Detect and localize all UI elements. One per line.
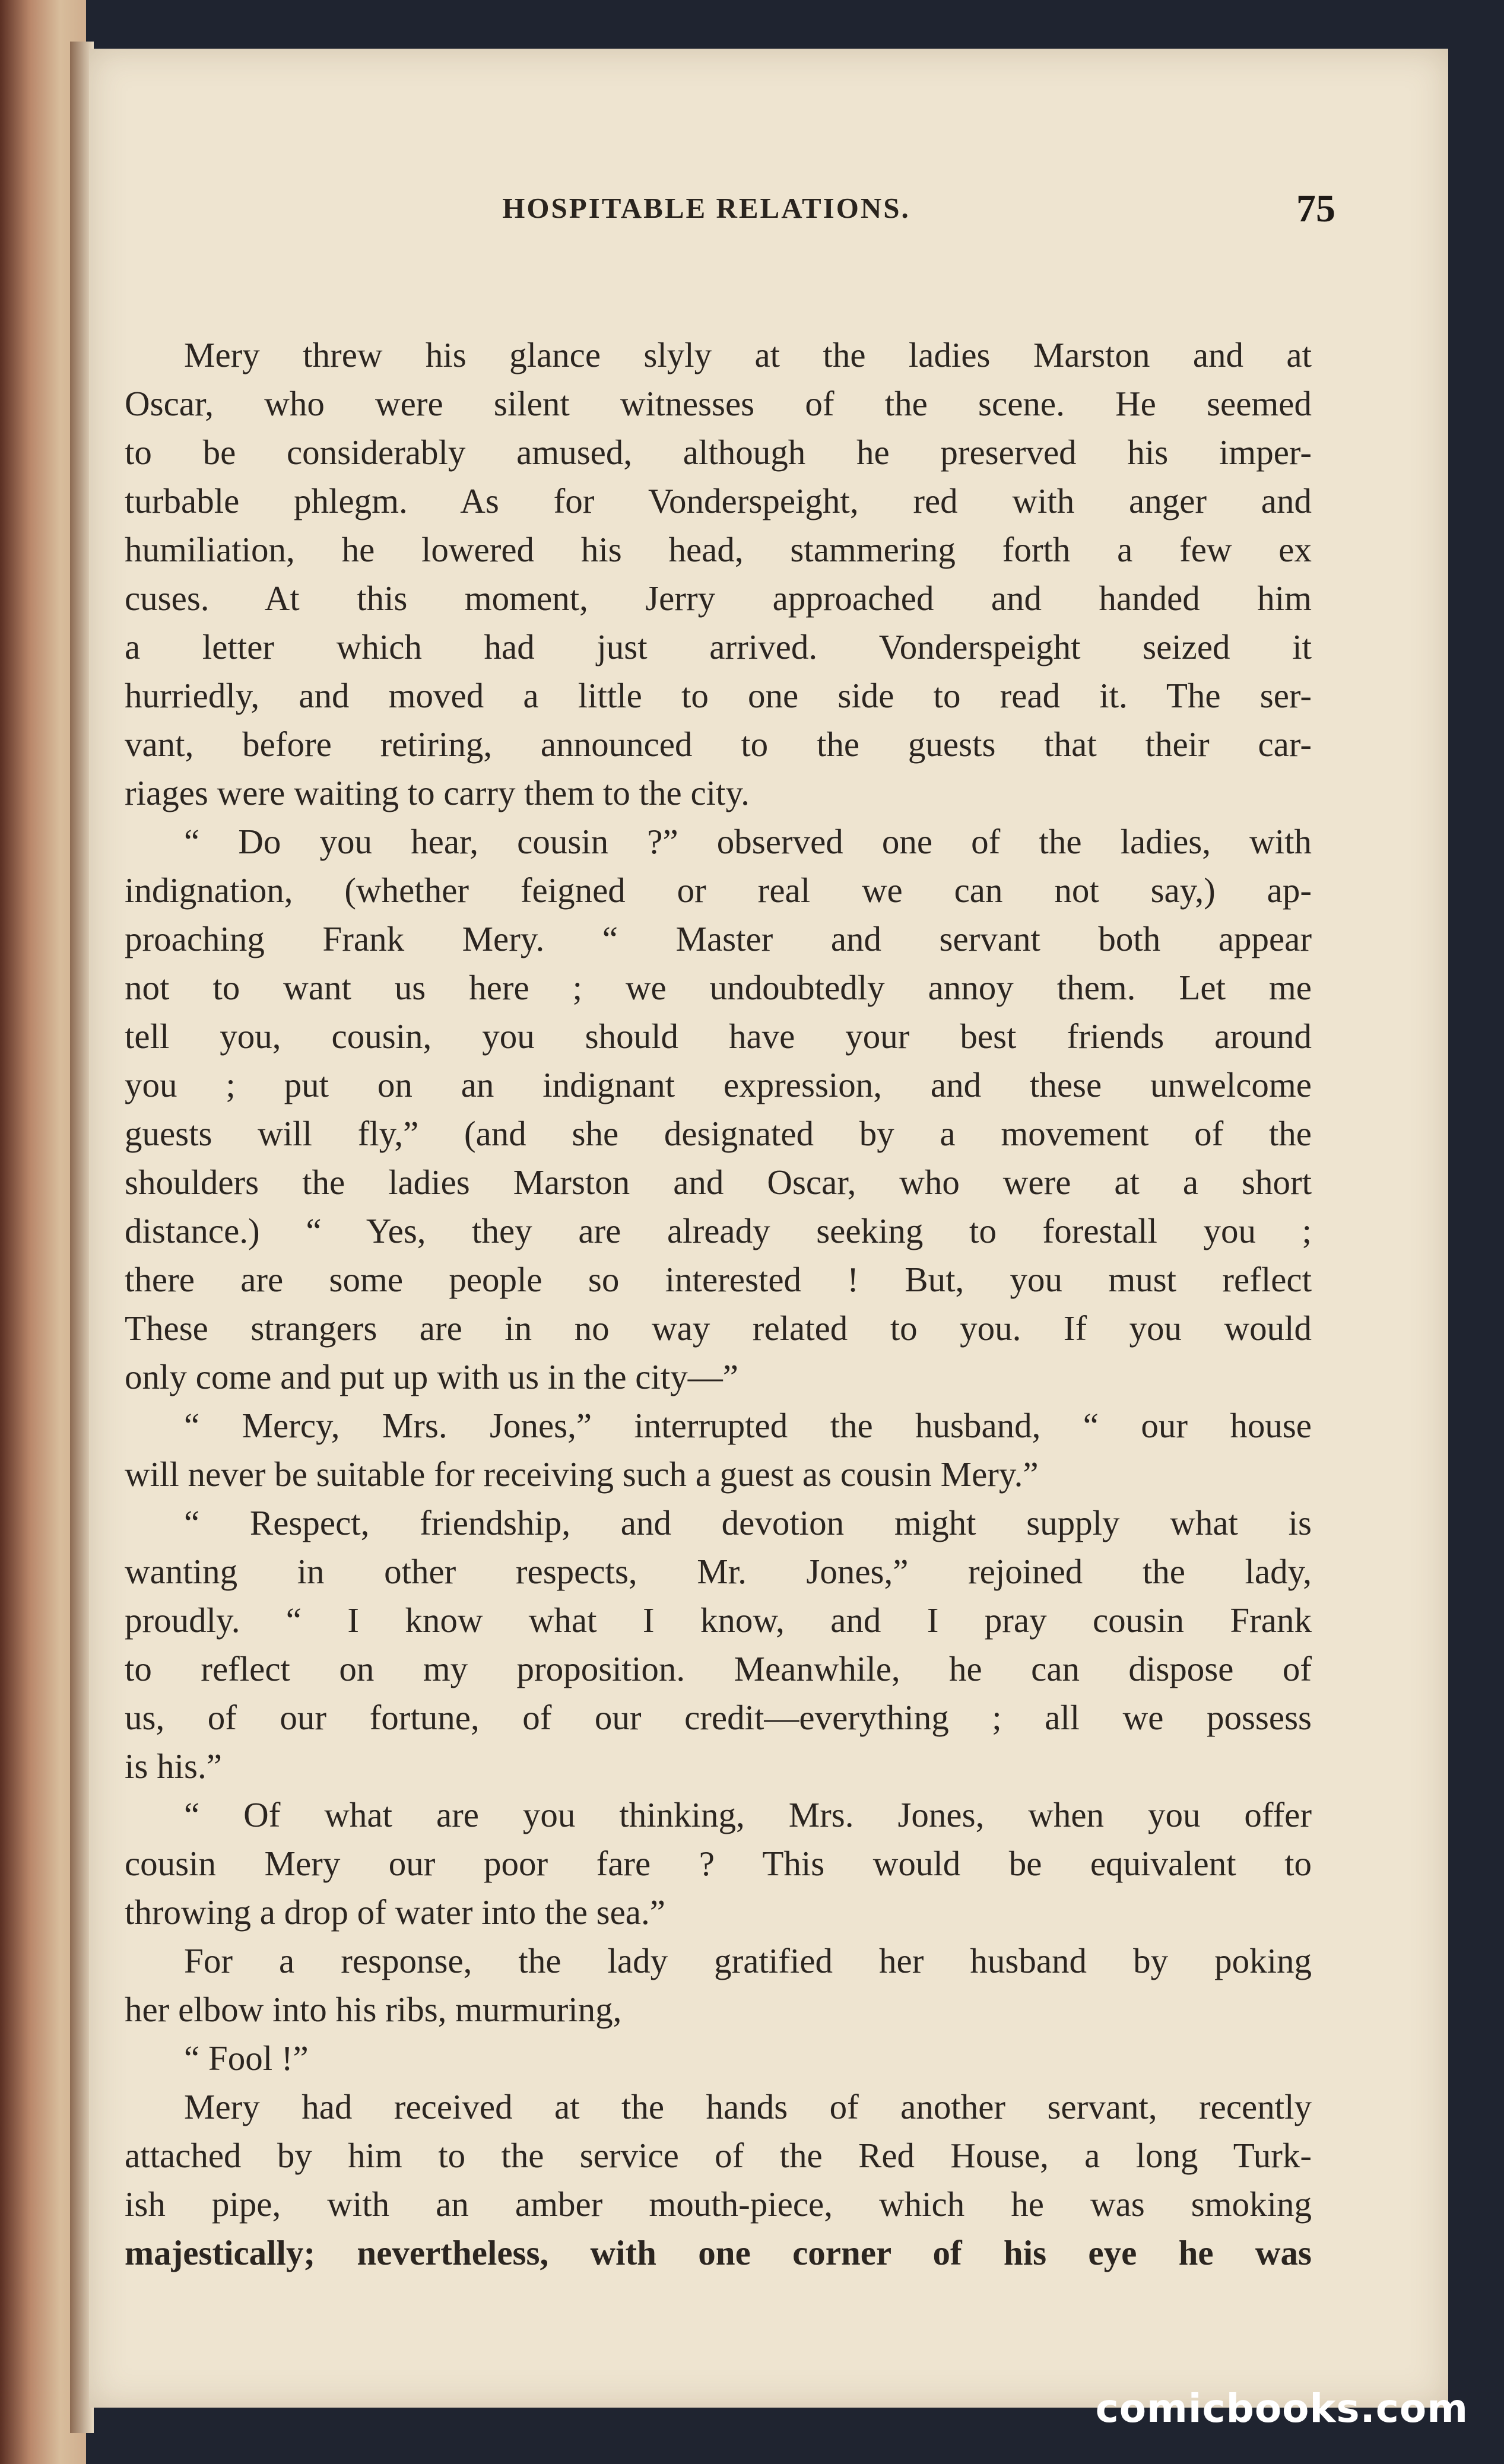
watermark: comicbooks.com [1095, 2386, 1468, 2431]
text-line: “ Mercy, Mrs. Jones,” interrupted the husband, “ our house [184, 1406, 1312, 1445]
text-line: “ Do you hear, cousin ?” observed one of the ladies, with [184, 822, 1312, 861]
text-line: These strangers are in no way related to you. If you would [125, 1309, 1312, 1348]
text-line: her elbow into his ribs, murmuring, [125, 1990, 622, 2029]
text-line: tell you, cousin, you should have your best friends around [125, 1017, 1312, 1056]
text-line: to be considerably amused, although he preserved his imper- [125, 433, 1312, 472]
text-line: is his.” [125, 1747, 222, 1786]
text-line: Mery threw his glance slyly at the ladies Marston and at [184, 335, 1312, 374]
text-line: only come and put up with us in the city—” [125, 1357, 738, 1396]
text-line: turbable phlegm. As for Vonderspeight, red with anger and [125, 481, 1312, 520]
text-line: us, of our fortune, of our credit—everything ; all we possess [125, 1698, 1312, 1737]
text-line: attached by him to the service of the Red House, a long Turk- [125, 2136, 1312, 2175]
text-line: ish pipe, with an amber mouth-piece, which he was smoking [125, 2184, 1312, 2224]
text-line: cuses. At this moment, Jerry approached and handed him [125, 579, 1312, 618]
text-line: hurriedly, and moved a little to one side to read it. The ser- [125, 676, 1312, 715]
text-line: “ Fool !” [184, 2038, 309, 2078]
text-line: there are some people so interested ! But, you must reflect [125, 1260, 1312, 1299]
text-line: throwing a drop of water into the sea.” [125, 1893, 665, 1932]
text-line: not to want us here ; we undoubtedly annoy them. Let me [125, 968, 1312, 1007]
running-head: HOSPITABLE RELATIONS. [502, 192, 910, 224]
book-page [89, 49, 1448, 2408]
text-line: Oscar, who were silent witnesses of the scene. He seemed [125, 384, 1312, 423]
text-line: humiliation, he lowered his head, stammering forth a few ex [125, 530, 1312, 569]
body-text [125, 331, 1312, 2277]
text-line: a letter which had just arrived. Vonderspeight seized it [125, 627, 1312, 666]
text-line: riages were waiting to carry them to the city. [125, 773, 750, 812]
text-line: “ Respect, friendship, and devotion might supply what is [184, 1503, 1312, 1542]
text-line: cousin Mery our poor fare ? This would be equivalent to [125, 1844, 1312, 1883]
text-line: vant, before retiring, announced to the guests that their car- [125, 725, 1312, 764]
text-line: will never be suitable for receiving such a guest as cousin Mery.” [125, 1455, 1039, 1494]
text-line: distance.) “ Yes, they are already seeking to forestall you ; [125, 1211, 1312, 1250]
text-line: you ; put on an indignant expression, and these unwelcome [125, 1065, 1312, 1104]
text-line: proudly. “ I know what I know, and I pray cousin Frank [125, 1601, 1312, 1640]
page-header [89, 187, 1335, 262]
text-line: “ Of what are you thinking, Mrs. Jones, when you offer [184, 1795, 1312, 1834]
text-line: indignation, (whether feigned or real we can not say,) ap- [125, 871, 1312, 910]
text-line: proaching Frank Mery. “ Master and servant both appear [125, 919, 1312, 958]
text-line: shoulders the ladies Marston and Oscar, who were at a short [125, 1163, 1312, 1202]
text-line: guests will fly,” (and she designated by a movement of the [125, 1114, 1312, 1153]
page-number: 75 [1296, 187, 1335, 230]
text-line: For a response, the lady gratified her husband by poking [184, 1941, 1312, 1980]
text-line: to reflect on my proposition. Meanwhile, he can dispose of [125, 1649, 1312, 1688]
text-line: majestically; nevertheless, with one corner of his eye he was [125, 2233, 1312, 2272]
text-line: Mery had received at the hands of another servant, recently [184, 2087, 1312, 2126]
text-line: wanting in other respects, Mr. Jones,” rejoined the lady, [125, 1552, 1312, 1591]
